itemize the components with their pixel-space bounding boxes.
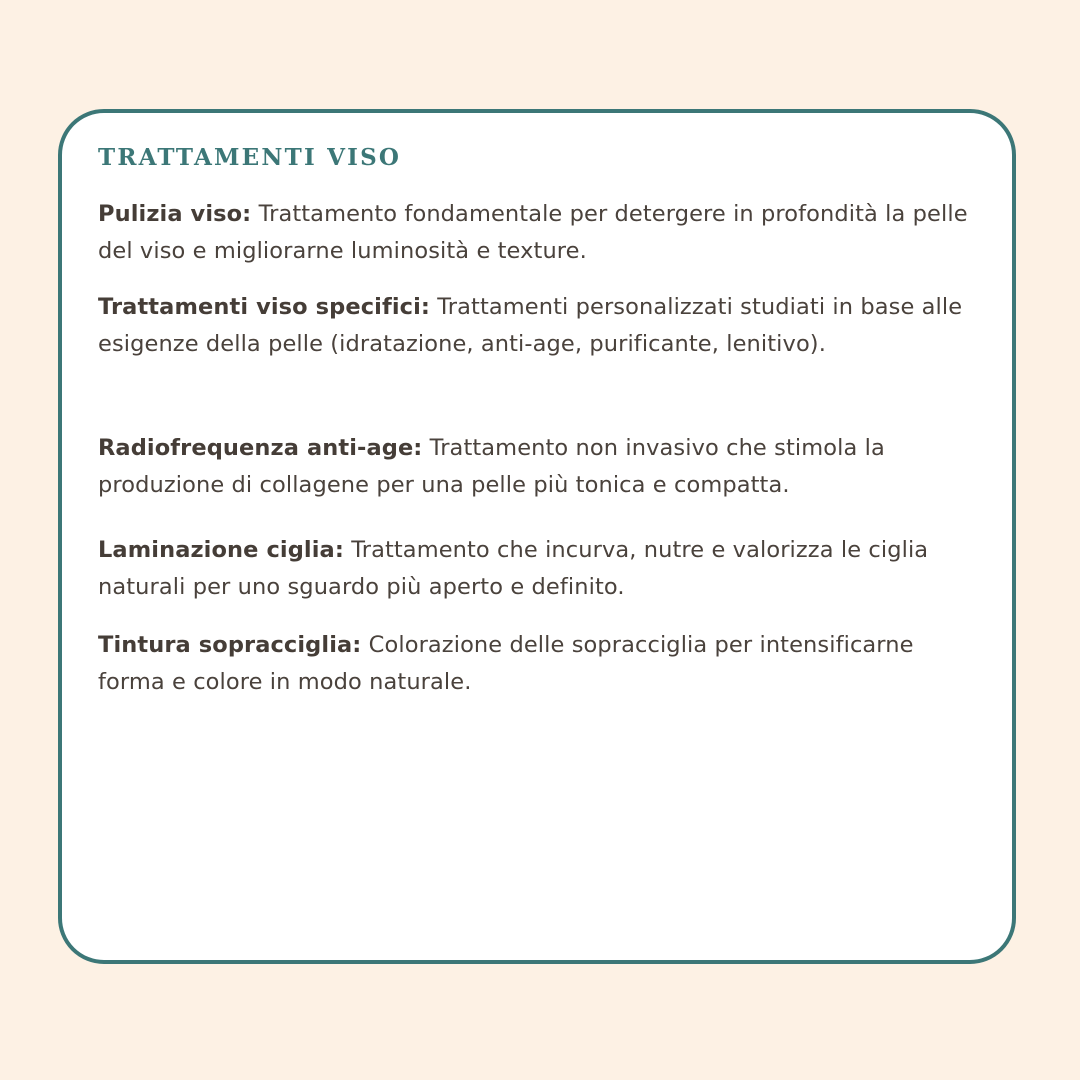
treatment-description: Trattamento fondamentale per detergere in profondità la pelle del viso e migliorarne luminosità e texture.: [98, 201, 968, 264]
treatment-term: Trattamenti viso specifici:: [98, 294, 430, 320]
treatment-description: Trattamenti personalizzati studiati in base alle esigenze della pelle (idratazione, anti-age, purificante, lenitivo).: [98, 294, 963, 357]
treatment-term: Radiofrequenza anti-age:: [98, 435, 423, 461]
treatment-term: Tintura sopracciglia:: [98, 632, 362, 658]
treatment-description: Trattamento che incurva, nutre e valorizza le ciglia naturali per uno sguardo più aperto e definito.: [98, 537, 929, 600]
section-title: TRATTAMENTI VISO: [98, 144, 402, 171]
treatment-term: Laminazione ciglia:: [98, 537, 344, 563]
treatment-description: Trattamento non invasivo che stimola la produzione di collagene per una pelle più tonica e compatta.: [98, 435, 885, 498]
treatment-item-pulizia-viso: [98, 196, 978, 270]
treatment-item-trattamenti-specifici: [98, 289, 978, 363]
treatment-item-laminazione-ciglia: [98, 532, 978, 606]
treatment-item-radiofrequenza: [98, 430, 978, 504]
treatment-description: Colorazione delle sopracciglia per intensificarne forma e colore in modo naturale.: [98, 632, 914, 695]
treatment-item-tintura-sopracciglia: [98, 627, 978, 701]
treatment-term: Pulizia viso:: [98, 201, 252, 227]
